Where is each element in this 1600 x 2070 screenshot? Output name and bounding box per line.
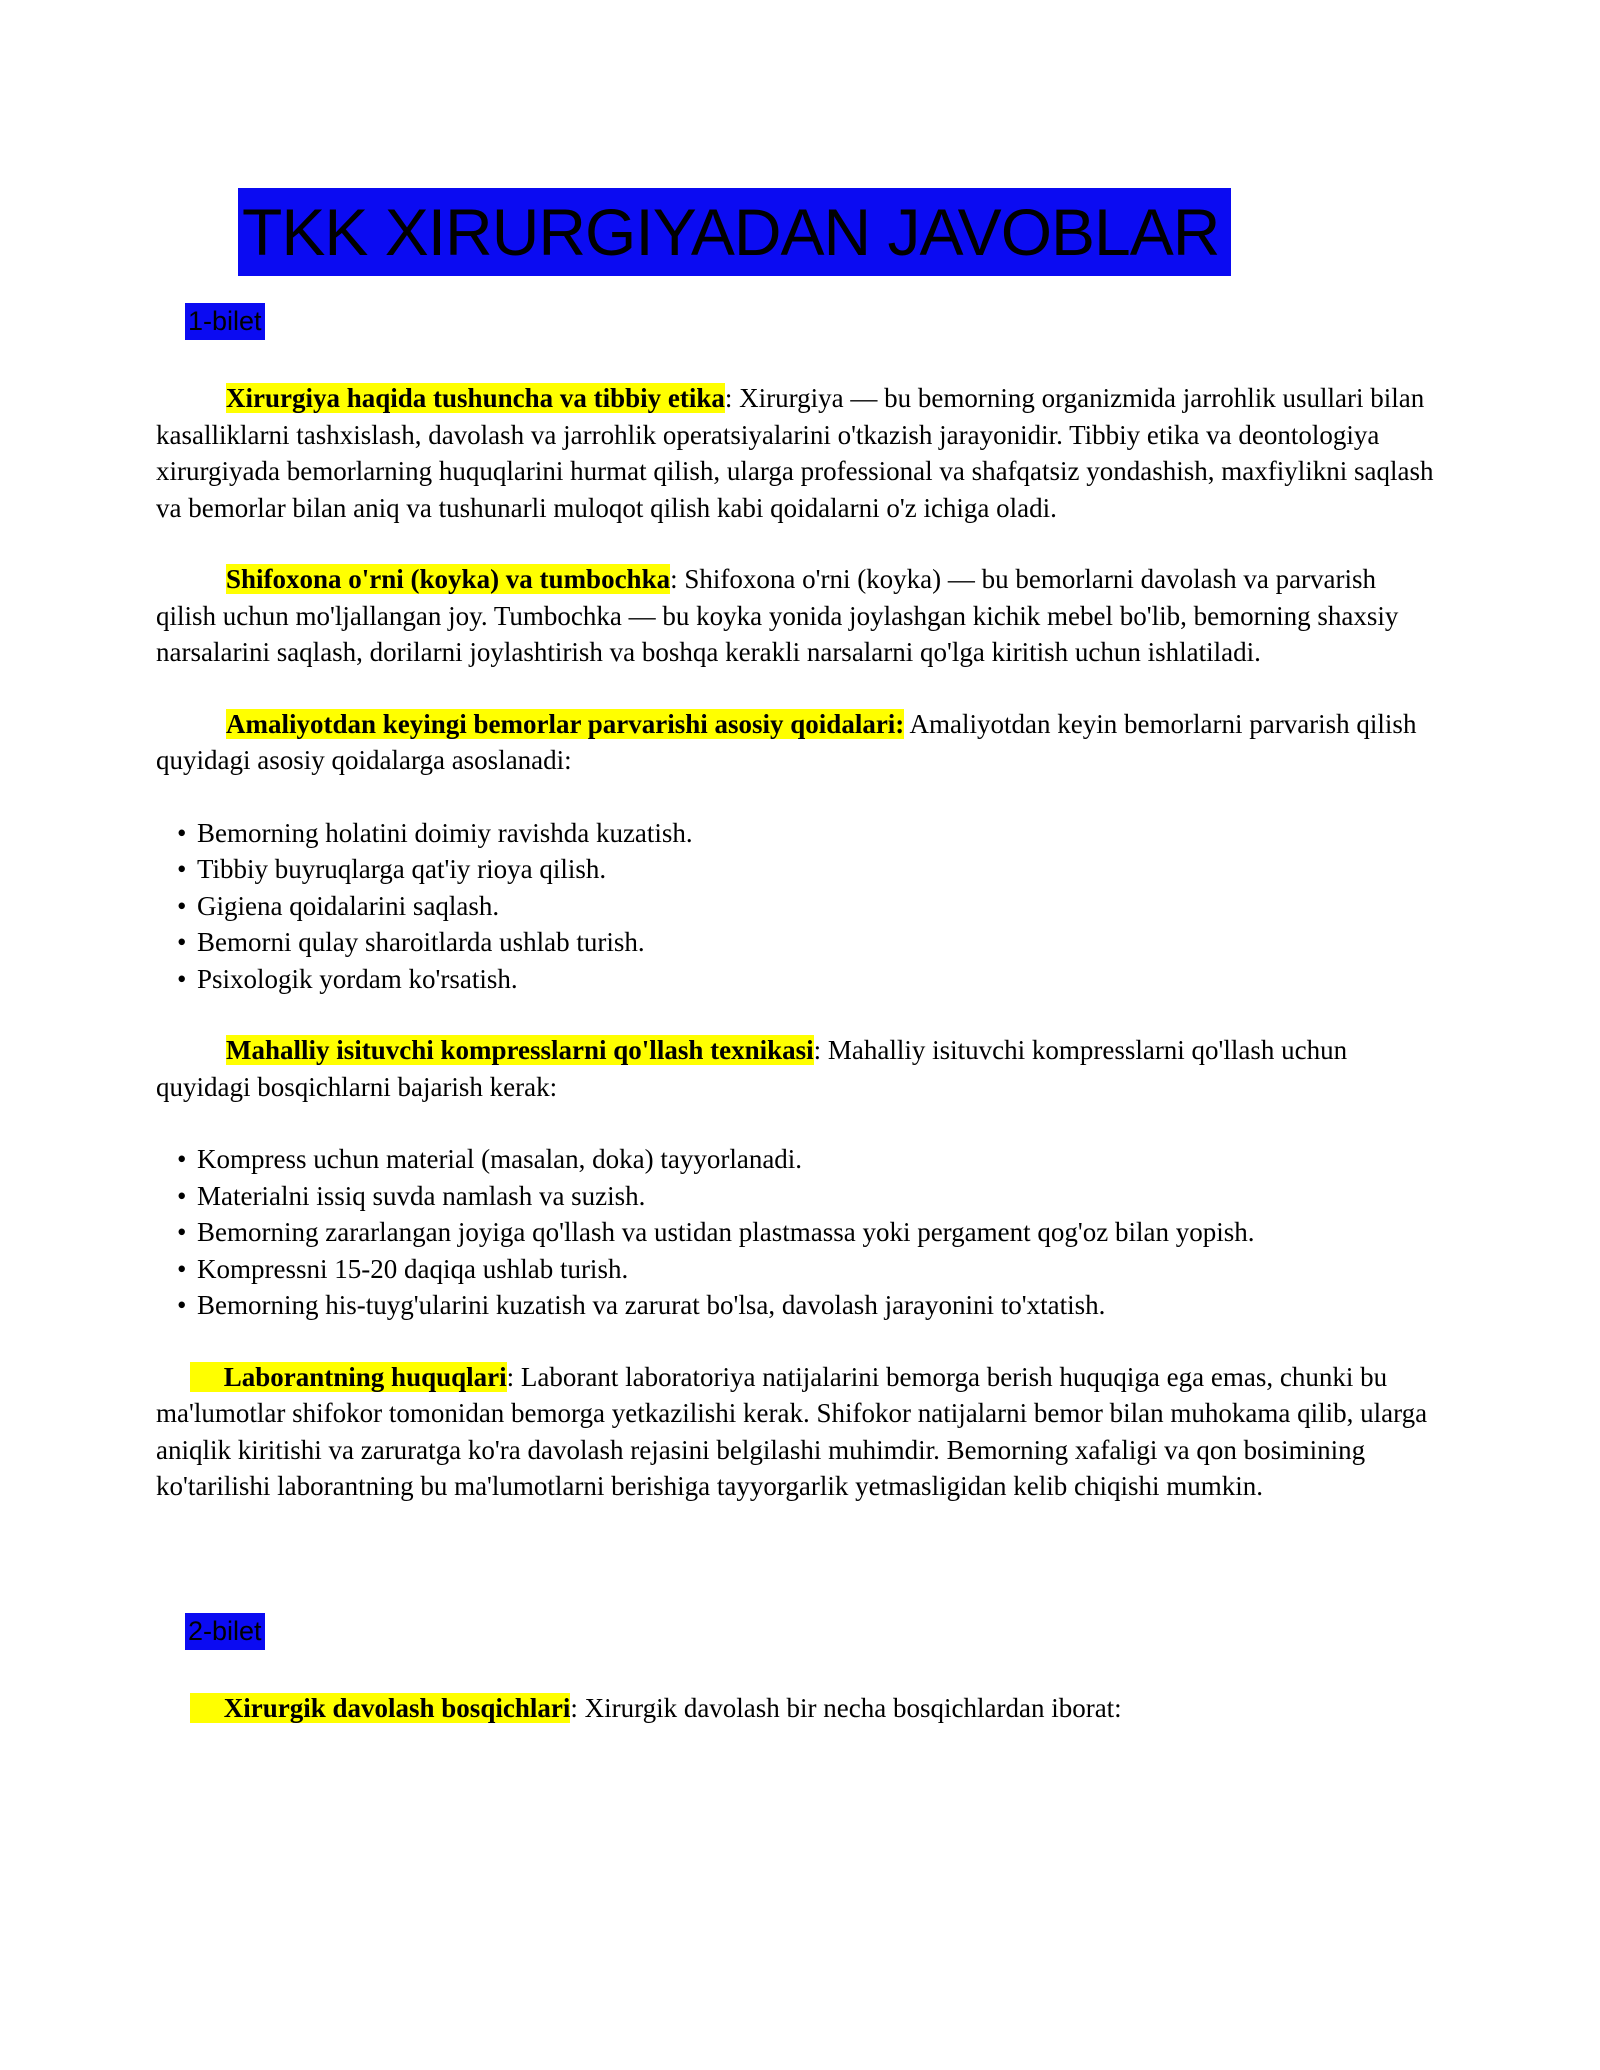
badge-row: [185, 303, 1600, 340]
list-item: [156, 1141, 1442, 1178]
list-item-text: Bemorni qulay sharoitlarda ushlab turish.: [197, 927, 645, 957]
answer-paragraph: [156, 561, 1442, 671]
badge-row: [185, 1613, 1600, 1650]
answer-paragraph: [156, 1359, 1442, 1505]
list-item: [156, 1214, 1442, 1251]
paragraph-text: : Xirurgiya — bu bemorning organizmida jarrohlik usullari bilan kasalliklarni tashxislash, davolash va jarrohlik operatsiyalarini o'tkazish jarayonidir. Tibbiy etika va deontologiya xirurgiyada bemorlarning huquqlarini hurmat qilish, ularga professional va shafqatsiz yondashish, maxfiylikni saqlash va bemorlar bilan aniq va tushunarli muloqot qilish kabi qoidalarni o'z ichiga oladi.: [156, 383, 1434, 523]
list-item: [156, 924, 1442, 961]
bullet-icon: •: [177, 1290, 187, 1320]
bullet-icon: •: [177, 1180, 187, 1211]
content: [0, 303, 1600, 1726]
answer-paragraph: [156, 706, 1442, 779]
bullet-icon: •: [177, 817, 187, 848]
paragraph-text: : Mahalliy isituvchi kompresslarni qo'llash uchun quyidagi bosqichlarni bajarish kerak:: [156, 1035, 1348, 1102]
list-item: [156, 888, 1442, 925]
bullet-list: [156, 815, 1442, 998]
list-item: [156, 851, 1442, 888]
heading-highlight: [190, 1362, 507, 1392]
topic-heading: Amaliyotdan keyingi bemorlar parvarishi asosiy qoidalari:: [226, 708, 905, 739]
paragraph-text: : Shifoxona o'rni (koyka) — bu bemorlarni davolash va parvarish qilish uchun mo'ljallangan joy. Tumbochka — bu koyka yonida joylashgan kichik mebel bo'lib, bemorning shaxsiy narsalarini saqlash, dorilarni joylashtirish va boshqa kerakli narsalarni qo'lga kiritish uchun ishlatiladi.: [156, 564, 1399, 667]
topic-heading: Laborantning huquqlari: [223, 1361, 507, 1392]
list-item-text: Kompress uchun material (masalan, doka) tayyorlanadi.: [197, 1144, 803, 1174]
list-item: [156, 1251, 1442, 1288]
paragraph-text: : Xirurgik davolash bir necha bosqichlardan iborat:: [570, 1692, 1122, 1723]
list-item-text: Bemorning zararlangan joyiga qo'llash va ustidan plastmassa yoki pergament qog'oz bilan yopish.: [197, 1217, 1255, 1247]
heading-highlight: [226, 564, 670, 594]
bullet-icon: •: [177, 927, 187, 957]
bullet-icon: •: [177, 890, 187, 921]
list-item-text: Bemorning his-tuyg'ularini kuzatish va zarurat bo'lsa, davolash jarayonini to'xtatish.: [197, 1290, 1106, 1320]
bullet-icon: •: [177, 963, 187, 994]
doc-title: TKK XIRURGIYADAN JAVOBLAR: [242, 195, 1220, 269]
topic-heading: Mahalliy isituvchi kompresslarni qo'llash texnikasi: [226, 1035, 814, 1065]
bilet-badge: 2-bilet: [185, 1613, 265, 1650]
doc-title-highlight: [238, 188, 1231, 276]
list-item: [156, 961, 1442, 998]
heading-highlight: [226, 1035, 814, 1065]
list-item-text: Kompressni 15-20 daqiqa ushlab turish.: [197, 1253, 629, 1284]
list-item-text: Tibbiy buyruqlarga qat'iy rioya qilish.: [197, 854, 607, 884]
list-item: [156, 1287, 1442, 1324]
topic-heading: Shifoxona o'rni (koyka) va tumbochka: [226, 564, 671, 594]
topic-heading: Xirurgik davolash bosqichlari: [223, 1692, 571, 1723]
heading-highlight: [226, 383, 725, 413]
highlight-lead-space: [190, 1362, 224, 1392]
answer-paragraph: [156, 1032, 1442, 1105]
list-item-text: Psixologik yordam ko'rsatish.: [197, 963, 518, 994]
bullet-icon: •: [177, 1253, 187, 1284]
bullet-icon: •: [177, 1217, 187, 1247]
bullet-icon: •: [177, 854, 187, 884]
heading-highlight: [190, 1693, 570, 1723]
list-item-text: Materialni issiq suvda namlash va suzish.: [197, 1180, 646, 1211]
list-item: [156, 815, 1442, 852]
answer-paragraph: [156, 1690, 1442, 1727]
topic-heading: Xirurgiya haqida tushuncha va tibbiy etika: [226, 383, 725, 413]
bullet-icon: •: [177, 1144, 187, 1174]
list-item-text: Bemorning holatini doimiy ravishda kuzatish.: [197, 817, 693, 848]
paragraph-text: Amaliyotdan keyin bemorlarni parvarish qilish quyidagi asosiy qoidalarga asoslanadi:: [156, 708, 1417, 775]
answer-paragraph: [156, 380, 1442, 526]
paragraph-text: : Laborant laboratoriya natijalarini bemorga berish huquqiga ega emas, chunki bu ma'lumotlar shifokor tomonidan bemorga yetkazilishi kerak. Shifokor natijalarni bemor bilan muhokama qilib, ularga aniqlik kiritishi va zaruratga ko'ra davolash rejasini belgilashi muhimdir. Bemorning xafaligi va qon bosimining ko'tarilishi laborantning bu ma'lumotlarni berishiga tayyorgarlik yetmasligidan kelib chiqishi mumkin.: [156, 1361, 1428, 1501]
highlight-lead-space: [190, 1693, 224, 1723]
title-row: [238, 188, 1600, 276]
list-item-text: Gigiena qoidalarini saqlash.: [197, 890, 500, 921]
bullet-list: [156, 1141, 1442, 1324]
bilet-badge: 1-bilet: [185, 303, 265, 340]
heading-highlight: [226, 709, 904, 739]
list-item: [156, 1178, 1442, 1215]
